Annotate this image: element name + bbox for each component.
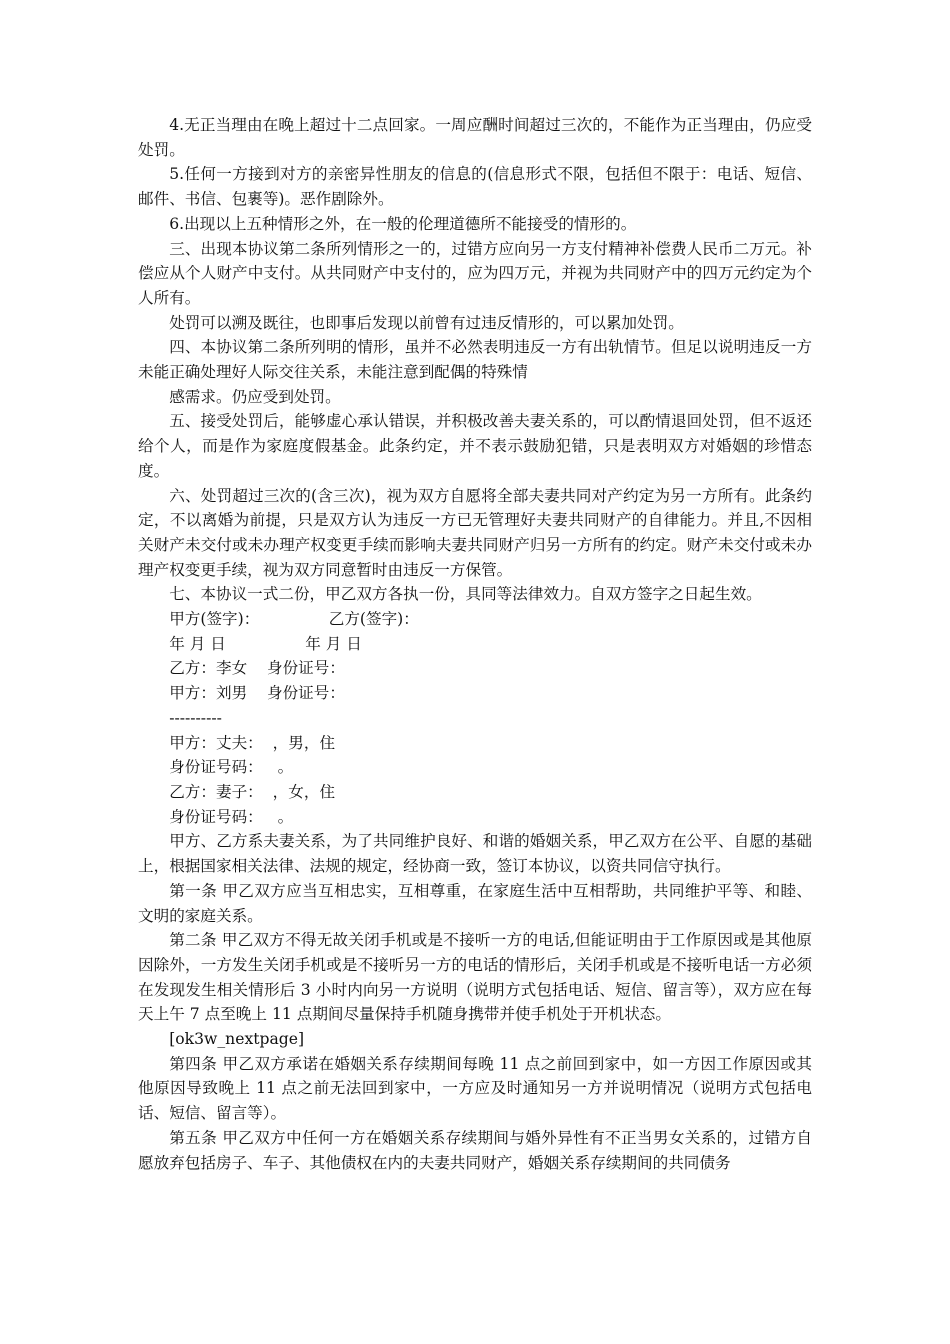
- party-b-id-line: 乙方：李女 身份证号：: [169, 659, 345, 678]
- clause-5-intimate-contact-messages: 5.任何一方接到对方的亲密异性朋友的信息的(信息形式不限，包括但不限于：电话、短信、邮件、书信、包裹等)。恶作剧除外。: [138, 165, 812, 209]
- agreement-preamble: 甲方、乙方系夫妻关系，为了共同维护良好、和谐的婚姻关系，甲乙双方在公平、自愿的基础上，根据国家相关法律、法规的规定，经协商一致，签订本协议，以资共同信守执行。: [138, 832, 812, 876]
- article-7-effectiveness: 七、本协议一式二份，甲乙双方各执一份，具同等法律效力。自双方签字之日起生效。: [169, 585, 762, 604]
- article-1-loyalty: 第一条 甲乙双方应当互相忠实，互相尊重，在家庭生活中互相帮助，共同维护平等、和睦、文明的家庭关系。: [138, 881, 812, 925]
- date-line: 年 月 日 年 月 日: [169, 634, 362, 653]
- article-3-compensation: 三、出现本协议第二条所列情形之一的，过错方应向另一方支付精神补偿费人民币二万元。补偿应从个人财产中支付。从共同财产中支付的，应为四万元，并视为共同财产中的四万元约定为个人所有。: [138, 239, 812, 307]
- document-body: [138, 113, 812, 1175]
- clause-4-unjustified-late-return: 4.无正当理由在晚上超过十二点回家。一周应酬时间超过三次的，不能作为正当理由，仍应受处罚。: [138, 116, 812, 159]
- article-4-curfew: 第四条 甲乙双方承诺在婚姻关系存续期间每晚 11 点之前回到家中，如一方因工作原因或其他原因导致晚上 11 点之前无法回到家中，一方应及时通知另一方并说明情况（说明方式包括电话、短信、留言等）。: [138, 1054, 812, 1123]
- party-b-id-number-line: 身份证号码： 。: [169, 807, 294, 826]
- article-4-situations: 四、本协议第二条所列明的情形，虽并不必然表明违反一方有出轨情节。但足以说明违反一方未能正确处理好人际交往关系，未能注意到配偶的特殊情: [138, 338, 812, 382]
- article-5-infidelity: 第五条 甲乙双方中任何一方在婚姻关系存续期间与婚外异性有不正当男女关系的，过错方自愿放弃包括房子、车子、其他债权在内的夫妻共同财产，婚姻关系存续期间的共同债务: [138, 1128, 812, 1172]
- clause-6-other-unethical-situations: 6.出现以上五种情形之外，在一般的伦理道德所不能接受的情形的。: [169, 214, 637, 233]
- article-5-refund-of-penalty: 五、接受处罚后，能够虚心承认错误，并积极改善夫妻关系的，可以酌情退回处罚，但不返还给个人，而是作为家庭度假基金。此条约定，并不表示鼓励犯错，只是表明双方对婚姻的珍惜态度。: [138, 412, 812, 480]
- signature-line: 甲方(签字)： 乙方(签字)：: [169, 610, 419, 629]
- party-a-husband-line: 甲方：丈夫： ，男，住: [169, 733, 336, 752]
- article-4-continuation: 感需求。仍应受到处罚。: [169, 387, 341, 406]
- retroactive-penalty-note: 处罚可以溯及既往，也即事后发现以前曾有过违反情形的，可以累加处罚。: [169, 313, 684, 332]
- article-6-repeated-penalty: 六、处罚超过三次的(含三次)，视为双方自愿将全部夫妻共同对产约定为另一方所有。此条约定，不以离婚为前提，只是双方认为违反一方已无管理好夫妻共同财产的自律能力。并且,不因相关财产未交付或未办理产权变更手续而影响夫妻共同财产归另一方所有的约定。财产未交付或未办理产权变更手续，视为双方同意暂时由违反一方保管。: [138, 486, 812, 579]
- party-b-wife-line: 乙方：妻子： ，女，住: [169, 782, 336, 801]
- article-2-phone-rules: 第二条 甲乙双方不得无故关闭手机或是不接听一方的电话,但能证明由于工作原因或是其他原因除外，一方发生关闭手机或是不接听另一方的电话的情形后，关闭手机或是不接听电话一方必须在发现发生相关情形后 3 小时内向另一方说明（说明方式包括电话、短信、留言等），双方应在每天上午 7 点至晚上 11 点期间尽量保持手机随身携带并使手机处于开机状态。: [138, 931, 812, 1024]
- party-a-id-number-line: 身份证号码： 。: [169, 758, 294, 777]
- separator-dashes: ----------: [169, 708, 222, 727]
- party-a-id-line: 甲方：刘男 身份证号：: [169, 684, 345, 703]
- next-page-marker: [ok3w_nextpage]: [169, 1030, 305, 1049]
